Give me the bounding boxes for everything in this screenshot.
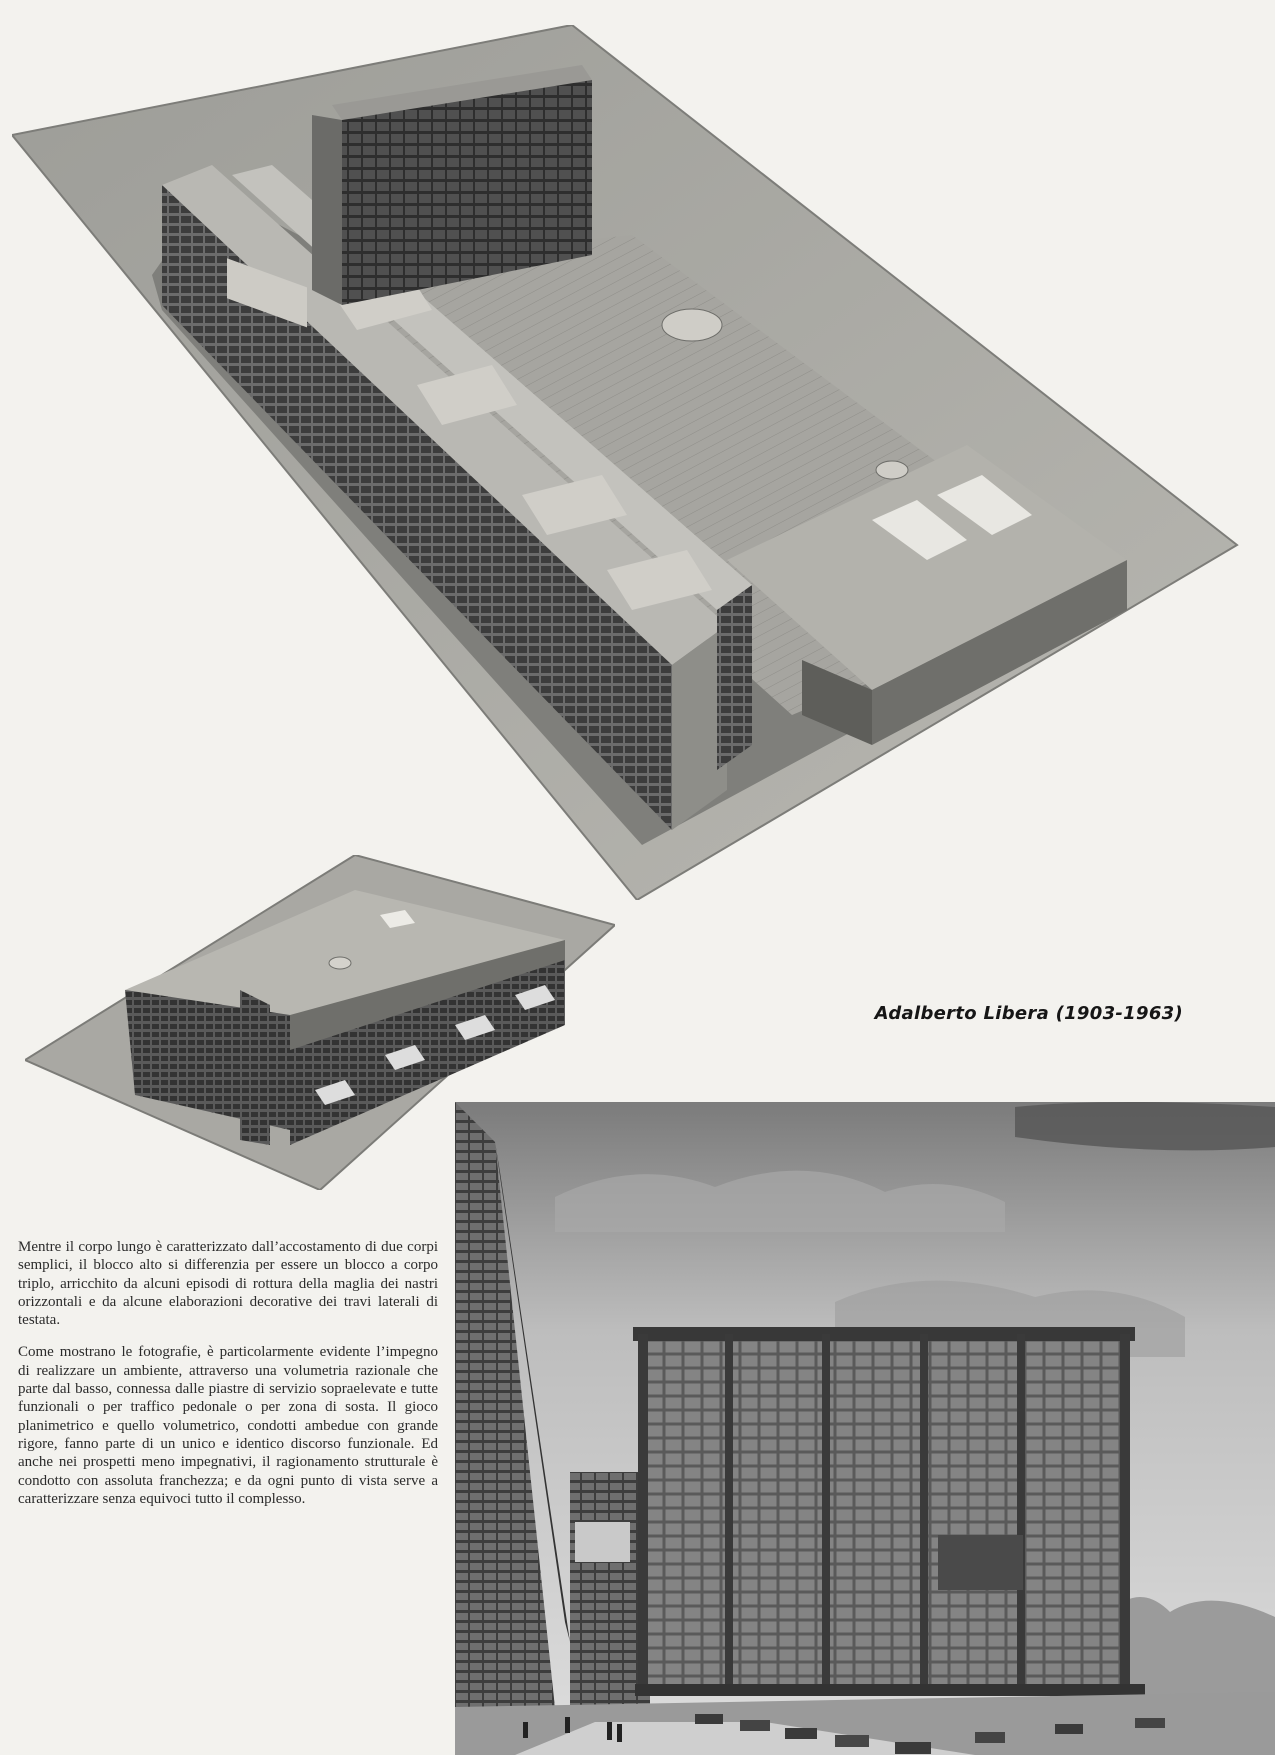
- article-text: [18, 1238, 438, 1522]
- paragraph-2: Come mostrano le fotografie, è particolarmente evidente l’impegno di realizzare un ambiente, attraverso una volumetria razionale che parte dal basso, connessa dalle piastre di servizio sopraelevate e tutte funzionali o per traffico pedonale o per zona di sosta. Il gioco planimetrico e quello volumetrico, condotti ambedue con grande rigore, fanno parte di un unico e identico discorso funzionale. Ed anche nei prospetti meno impegnativi, il ragionamento strutturale è condotto con assoluta franchezza; e da ogni punto di vista serve a caratterizzare senza equivoci tutto il complesso.: [18, 1344, 438, 1507]
- photo-caption: Adalberto Libera (1903-1963): [874, 1003, 1183, 1024]
- paragraph-1: Mentre il corpo lungo è caratterizzato dall’accostamento di due corpi semplici, il blocco alto si differenzia per essere un blocco a corpo triplo, arricchito da alcuni episodi di rottura della maglia dei nastri orizzontali e da alcune elaborazioni decorative dei travi laterali di testata.: [18, 1239, 438, 1329]
- tower-rendering: [455, 1102, 1275, 1755]
- model-photo-large: [12, 25, 1242, 900]
